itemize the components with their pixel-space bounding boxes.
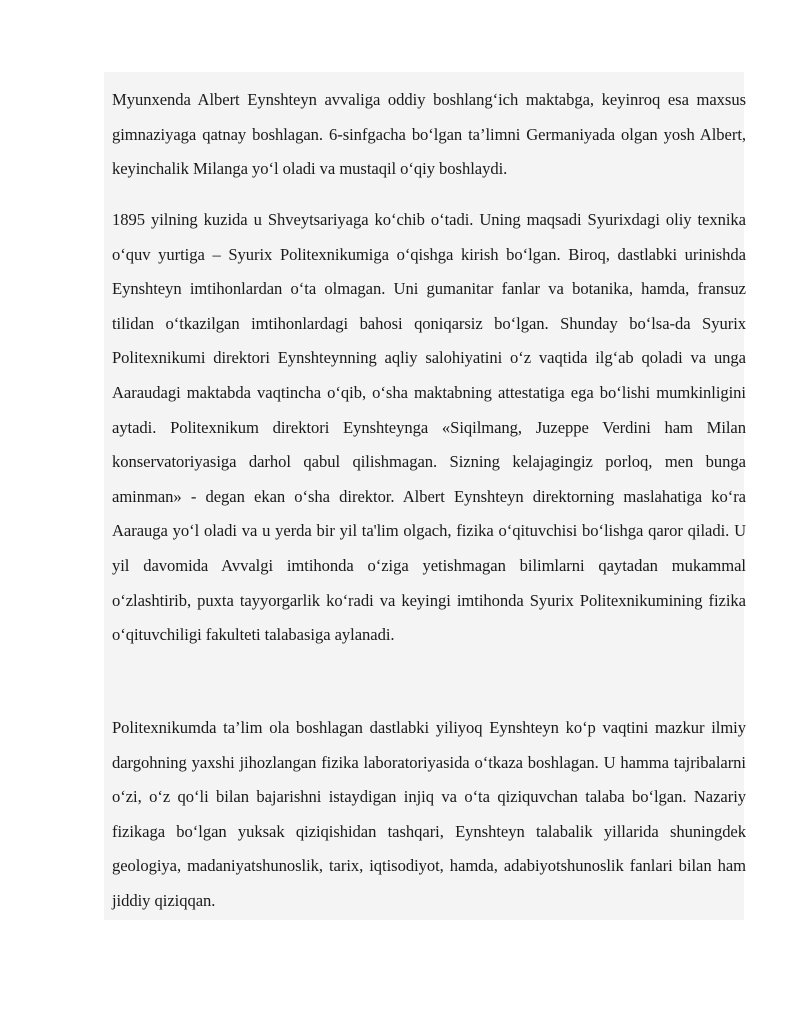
text-block (104, 72, 744, 920)
paragraph-2: 1895 yilning kuzida u Shveytsariyaga ko‘chib o‘tadi. Uning maqsadi Syurixdagi oliy texnika o‘quv yurtiga – Syurix Politexnikumiga o‘qishga kirish bo‘lgan. Biroq, dastlabki urinishda Eynshteyn imtihonlardan o‘ta olmagan. Uni gumanitar fanlar va botanika, hamda, fransuz tilidan o‘tkazilgan imtihonlardagi bahosi qoniqarsiz bo‘lgan. Shunday bo‘lsa-da Syurix Politexnikumi direktori Eynshteynning aqliy salohiyatini o‘z vaqtida ilg‘ab qoladi va unga Aaraudagi maktabda vaqtincha o‘qib, o‘sha maktabning attestatiga ega bo‘lishi mumkinligini aytadi. Politexnikum direktori Eynshteynga «Siqilmang, Juzeppe Verdini ham Milan konservatoriyasiga darhol qabul qilishmagan. Sizning kelajagingiz porloq, men bunga aminman» - degan ekan o‘sha direktor. Albert Eynshteyn direktorning maslahatiga ko‘ra Aarauga yo‘l oladi va u yerda bir yil ta'lim olgach, fizika o‘qituvchisi bo‘lishga qaror qiladi. U yil davomida Avvalgi imtihonda o‘ziga yetishmagan bilimlarni qaytadan mukammal o‘zlashtirib, puxta tayyorgarlik ko‘radi va keyingi imtihonda Syurix Politexnikumining fizika o‘qituvchiligi fakulteti talabasiga aylanadi. (112, 210, 746, 645)
paragraph-1: Myunxenda Albert Eynshteyn avvaliga oddiy boshlang‘ich maktabga, keyinroq esa maxsus gimnaziyaga qatnay boshlagan. 6-sinfgacha bo‘lgan ta’limni Germaniyada olgan yosh Albert, keyinchalik Milanga yo‘l oladi va mustaqil o‘qiy boshlaydi. (112, 90, 746, 179)
paragraph-3: Politexnikumda ta’lim ola boshlagan dastlabki yiliyoq Eynshteyn ko‘p vaqtini mazkur ilmiy dargohning yaxshi jihozlangan fizika laboratoriyasida o‘tkaza boshlagan. U hamma tajribalarni o‘zi, o‘z qo‘li bilan bajarishni istaydigan injiq va o‘ta qiziquvchan talaba bo‘lgan. Nazariy fizikaga bo‘lgan yuksak qiziqishidan tashqari, Eynshteyn talabalik yillarida shuningdek geologiya, madaniyatshunoslik, tarix, iqtisodiyot, hamda, adabiyotshunoslik fanlari bilan ham jiddiy qiziqqan. (112, 718, 746, 910)
